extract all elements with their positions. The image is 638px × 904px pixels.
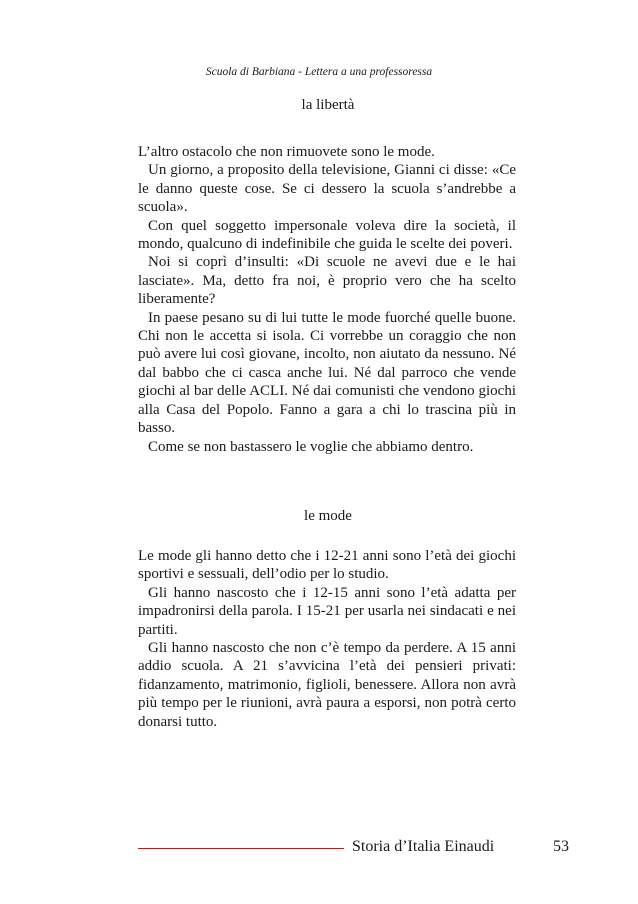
paragraph: Gli hanno nascosto che non c’è tempo da perdere. A 15 anni addio scuola. A 21 s’avvicina l’età dei pensieri privati: fidanzamento, matrimonio, figlioli, benessere. Allora non avrà più tempo per le riunioni, avrà paura a esporsi, non potrà certo donarsi tutto. xyxy=(138,640,516,730)
page-number: 53 xyxy=(553,838,569,855)
paragraph: Le mode gli hanno detto che i 12-21 anni sono l’età dei giochi sportivi e sessuali, dell’odio per lo studio. xyxy=(138,548,516,583)
paragraph: Gli hanno nascosto che i 12-15 anni sono l’età adatta per impadronirsi della parola. I 15-21 per usarla nei sindacati e nei partiti. xyxy=(138,584,516,638)
paragraph: Un giorno, a proposito della televisione, Gianni ci disse: «Ce le danno queste cose. Se ci dessero la scuola s’andrebbe a scuola». xyxy=(138,162,516,216)
paragraph: In paese pesano su di lui tutte le mode fuorché quelle buone. Chi non le accetta si isola. Ci vorrebbe un coraggio che non può avere lui così giovane, incolto, non aiutato da nessuno. Né dal babbo che ci casca anche lui. Né dal parroco che vende giochi al bar delle ACLI. Né dai comunisti che vendono giochi alla Casa del Popolo. Fanno a gara a chi lo trascina più in basso. xyxy=(138,309,516,437)
section-title-mode: le mode xyxy=(304,508,352,524)
section-body-mode xyxy=(138,547,516,731)
footer-rule xyxy=(138,848,344,849)
footer-publisher: Storia d’Italia Einaudi xyxy=(352,838,495,855)
paragraph: Come se non bastassero le voglie che abbiamo dentro. xyxy=(148,438,474,455)
paragraph: L’altro ostacolo che non rimuovete sono le mode. xyxy=(138,144,435,160)
paragraph: Noi si coprì d’insulti: «Di scuole ne avevi due e le hai lasciate». Ma, detto fra noi, è proprio vero che ha scelto liberamente? xyxy=(138,254,516,308)
section-title-liberta: la libertà xyxy=(301,97,355,113)
paragraph: Con quel soggetto impersonale voleva dire la società, il mondo, qualcuno di indefinibile che guida le scelte dei poveri. xyxy=(138,217,516,253)
section-body-liberta xyxy=(138,143,516,456)
running-header: Scuola di Barbiana - Lettera a una professoressa xyxy=(205,66,433,78)
